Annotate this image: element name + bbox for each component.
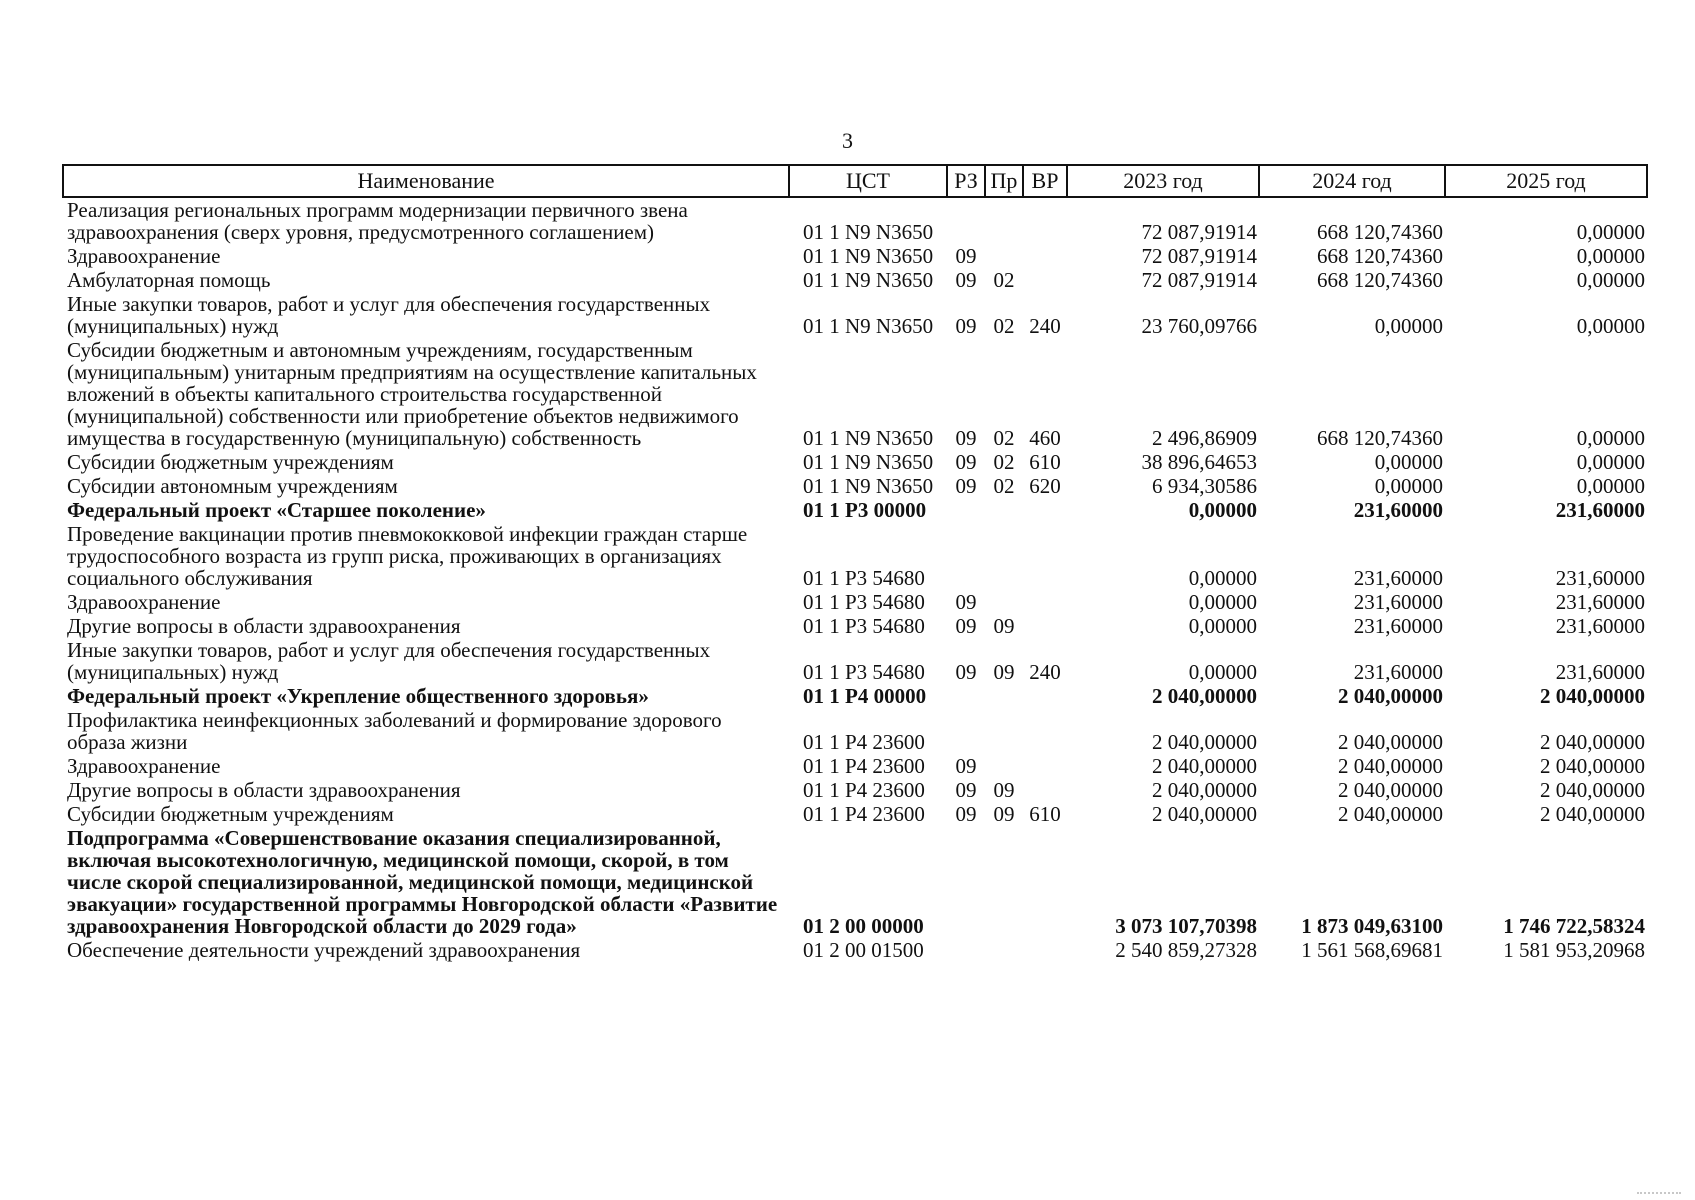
cell-y2023: 2 040,00000: [1152, 684, 1257, 708]
cell-y2025: 2 040,00000: [1540, 778, 1645, 802]
cell-cst: 01 1 P4 23600: [803, 778, 925, 802]
cell-y2023: 0,00000: [1188, 566, 1257, 590]
cell-rz: [947, 938, 985, 962]
cell-rz: 09: [955, 474, 977, 498]
table-body: [63, 197, 1647, 962]
cell-y2024: 2 040,00000: [1338, 754, 1443, 778]
header-2023: 2023 год: [1067, 165, 1259, 197]
cell-rz: 09: [955, 614, 977, 638]
cell-vr: 610: [1029, 802, 1061, 826]
cell-cst: 01 1 N9 N3650: [803, 450, 934, 474]
table-row: [63, 614, 1647, 638]
cell-rz: 09: [955, 314, 977, 338]
cell-vr: [1023, 244, 1067, 268]
cell-cst: 01 1 P4 00000: [803, 684, 927, 708]
cell-y2024: 2 040,00000: [1338, 730, 1443, 754]
table-row: [63, 778, 1647, 802]
scan-mark: [1637, 1192, 1681, 1194]
cell-y2025: 1 746 722,58324: [1503, 914, 1645, 938]
cell-pr: 02: [993, 450, 1015, 474]
cell-y2025: 1 581 953,20968: [1503, 938, 1645, 962]
table-row: [63, 244, 1647, 268]
cell-name: Профилактика неинфекционных заболеваний и формирование здорового образа жизни: [67, 708, 722, 754]
cell-cst: 01 2 00 01500: [803, 938, 924, 962]
cell-y2025: 2 040,00000: [1540, 730, 1645, 754]
table-row: [63, 638, 1647, 684]
cell-y2023: 0,00000: [1188, 590, 1257, 614]
cell-y2025: 231,60000: [1555, 566, 1645, 590]
cell-rz: [947, 522, 985, 590]
cell-vr: [1023, 590, 1067, 614]
cell-rz: [947, 826, 985, 938]
cell-pr: 09: [993, 802, 1015, 826]
cell-y2023: 72 087,91914: [1141, 268, 1257, 292]
cell-cst: 01 1 N9 N3650: [803, 244, 934, 268]
cell-pr: [985, 590, 1023, 614]
table-row: [63, 338, 1647, 450]
cell-y2024: 668 120,74360: [1317, 244, 1443, 268]
cell-rz: 09: [955, 268, 977, 292]
cell-y2025: 0,00000: [1576, 220, 1645, 244]
cell-pr: [985, 522, 1023, 590]
cell-vr: [1023, 708, 1067, 754]
cell-pr: [985, 754, 1023, 778]
cell-name: Иные закупки товаров, работ и услуг для обеспечения государственных (муниципальных) нужд: [67, 638, 711, 684]
table-row: [63, 754, 1647, 778]
cell-pr: [985, 938, 1023, 962]
cell-pr: 09: [993, 660, 1015, 684]
cell-pr: [985, 498, 1023, 522]
cell-rz: [947, 197, 985, 244]
cell-vr: 620: [1029, 474, 1061, 498]
cell-y2025: 0,00000: [1576, 426, 1645, 450]
cell-cst: 01 1 P3 54680: [803, 660, 925, 684]
cell-y2024: 231,60000: [1353, 590, 1443, 614]
cell-y2025: 231,60000: [1555, 590, 1645, 614]
cell-y2024: 231,60000: [1353, 498, 1443, 522]
cell-cst: 01 1 N9 N3650: [803, 220, 934, 244]
cell-y2023: 2 040,00000: [1152, 730, 1257, 754]
cell-rz: 09: [955, 754, 977, 778]
cell-vr: [1023, 197, 1067, 244]
cell-y2024: 1 561 568,69681: [1301, 938, 1443, 962]
cell-y2025: 0,00000: [1576, 268, 1645, 292]
cell-y2025: 231,60000: [1555, 498, 1645, 522]
cell-vr: [1023, 522, 1067, 590]
cell-y2025: 2 040,00000: [1540, 684, 1645, 708]
cell-y2023: 6 934,30586: [1152, 474, 1257, 498]
table-row: [63, 197, 1647, 244]
cell-vr: [1023, 778, 1067, 802]
cell-name: Амбулаторная помощь: [67, 268, 271, 292]
cell-y2024: 1 873 049,63100: [1301, 914, 1443, 938]
cell-rz: [947, 498, 985, 522]
cell-vr: [1023, 826, 1067, 938]
cell-y2025: 231,60000: [1555, 660, 1645, 684]
cell-vr: 240: [1029, 314, 1061, 338]
cell-pr: [985, 708, 1023, 754]
header-rz: РЗ: [947, 165, 985, 197]
cell-y2024: 2 040,00000: [1338, 778, 1443, 802]
cell-name: Субсидии бюджетным и автономным учреждениям, государственным (муниципальным) унитарным предприятиям на осуществление капитальных вложений в объекты капитального строительства государственной (муниципальной) собственности или приобретение объектов недвижимого имущества в государственную (муниципальную) собственность: [67, 338, 757, 450]
header-2024: 2024 год: [1259, 165, 1445, 197]
cell-name: Здравоохранение: [67, 244, 221, 268]
cell-y2024: 668 120,74360: [1317, 220, 1443, 244]
cell-name: Здравоохранение: [67, 754, 221, 778]
table-row: [63, 826, 1647, 938]
cell-cst: 01 1 N9 N3650: [803, 314, 934, 338]
cell-name: Субсидии бюджетным учреждениям: [67, 450, 394, 474]
cell-y2023: 2 040,00000: [1152, 754, 1257, 778]
table-row: [63, 938, 1647, 962]
cell-y2023: 2 540 859,27328: [1115, 938, 1257, 962]
cell-rz: 09: [955, 426, 977, 450]
cell-y2024: 0,00000: [1374, 314, 1443, 338]
cell-pr: [985, 197, 1023, 244]
cell-rz: 09: [955, 802, 977, 826]
header-name: Наименование: [63, 165, 789, 197]
cell-y2023: 0,00000: [1188, 614, 1257, 638]
cell-y2023: 2 040,00000: [1152, 802, 1257, 826]
cell-cst: 01 1 P4 23600: [803, 802, 925, 826]
cell-name: Реализация региональных программ модернизации первичного звена здравоохранения (сверх уровня, предусмотренного соглашением): [67, 198, 688, 244]
cell-cst: 01 1 P3 54680: [803, 566, 925, 590]
cell-vr: [1023, 268, 1067, 292]
cell-cst: 01 1 N9 N3650: [803, 426, 934, 450]
cell-vr: 240: [1029, 660, 1061, 684]
cell-pr: 02: [993, 474, 1015, 498]
table-row: [63, 292, 1647, 338]
cell-rz: [947, 684, 985, 708]
cell-cst: 01 1 P3 54680: [803, 590, 925, 614]
cell-name: Обеспечение деятельности учреждений здравоохранения: [67, 938, 581, 962]
table-row: [63, 522, 1647, 590]
cell-y2024: 231,60000: [1353, 614, 1443, 638]
header-cst: ЦСТ: [789, 165, 947, 197]
cell-vr: 610: [1029, 450, 1061, 474]
cell-vr: 460: [1029, 426, 1061, 450]
table-header-row: [63, 165, 1647, 197]
cell-y2025: 2 040,00000: [1540, 754, 1645, 778]
cell-y2024: 668 120,74360: [1317, 268, 1443, 292]
cell-y2023: 2 496,86909: [1152, 426, 1257, 450]
cell-y2023: 2 040,00000: [1152, 778, 1257, 802]
table-row: [63, 590, 1647, 614]
cell-cst: 01 1 P4 23600: [803, 730, 925, 754]
cell-name: Другие вопросы в области здравоохранения: [67, 778, 461, 802]
table-row: [63, 708, 1647, 754]
cell-pr: 09: [993, 778, 1015, 802]
cell-name: Федеральный проект «Укрепление общественного здоровья»: [67, 684, 649, 708]
cell-y2023: 38 896,64653: [1141, 450, 1257, 474]
cell-y2024: 231,60000: [1353, 566, 1443, 590]
cell-y2025: 0,00000: [1576, 450, 1645, 474]
cell-vr: [1023, 614, 1067, 638]
cell-y2025: 0,00000: [1576, 474, 1645, 498]
cell-cst: 01 1 P4 23600: [803, 754, 925, 778]
cell-cst: 01 1 P3 54680: [803, 614, 925, 638]
cell-y2023: 72 087,91914: [1141, 220, 1257, 244]
cell-cst: 01 2 00 00000: [803, 914, 924, 938]
cell-pr: [985, 244, 1023, 268]
cell-y2024: 231,60000: [1353, 660, 1443, 684]
cell-vr: [1023, 938, 1067, 962]
cell-name: Проведение вакцинации против пневмококковой инфекции граждан старше трудоспособного возраста из групп риска, проживающих в организациях социального обслуживания: [67, 522, 748, 590]
cell-y2023: 0,00000: [1188, 498, 1257, 522]
cell-y2024: 668 120,74360: [1317, 426, 1443, 450]
cell-pr: [985, 684, 1023, 708]
table-row: [63, 498, 1647, 522]
cell-pr: 02: [993, 314, 1015, 338]
cell-rz: [947, 708, 985, 754]
cell-y2023: 0,00000: [1188, 660, 1257, 684]
cell-name: Федеральный проект «Старшее поколение»: [67, 498, 486, 522]
table-row: [63, 684, 1647, 708]
cell-y2024: 2 040,00000: [1338, 802, 1443, 826]
cell-cst: 01 1 P3 00000: [803, 498, 927, 522]
cell-rz: 09: [955, 778, 977, 802]
cell-name: Субсидии бюджетным учреждениям: [67, 802, 394, 826]
cell-pr: [985, 826, 1023, 938]
cell-rz: 09: [955, 660, 977, 684]
cell-cst: 01 1 N9 N3650: [803, 268, 934, 292]
cell-y2024: 0,00000: [1374, 450, 1443, 474]
cell-y2023: 72 087,91914: [1141, 244, 1257, 268]
cell-pr: 09: [993, 614, 1015, 638]
header-2025: 2025 год: [1445, 165, 1647, 197]
cell-name: Субсидии автономным учреждениям: [67, 474, 398, 498]
cell-y2025: 0,00000: [1576, 314, 1645, 338]
cell-y2024: 0,00000: [1374, 474, 1443, 498]
cell-y2025: 2 040,00000: [1540, 802, 1645, 826]
cell-vr: [1023, 498, 1067, 522]
cell-name: Другие вопросы в области здравоохранения: [67, 614, 461, 638]
cell-name: Здравоохранение: [67, 590, 221, 614]
cell-rz: 09: [955, 244, 977, 268]
cell-vr: [1023, 684, 1067, 708]
cell-pr: 02: [993, 268, 1015, 292]
cell-y2023: 3 073 107,70398: [1115, 914, 1257, 938]
table-row: [63, 268, 1647, 292]
cell-name: Подпрограмма «Совершенствование оказания специализированной, включая высокотехнологичную, медицинской помощи, скорой, в том числе скорой специализированной, медицинской помощи, медицинской эвакуации» государственной программы Новгородской области «Развитие здравоохранения Новгородской области до 2029 года»: [67, 826, 778, 938]
cell-pr: 02: [993, 426, 1015, 450]
header-vr: ВР: [1023, 165, 1067, 197]
cell-cst: 01 1 N9 N3650: [803, 474, 934, 498]
cell-vr: [1023, 754, 1067, 778]
budget-table: [62, 164, 1648, 962]
cell-rz: 09: [955, 450, 977, 474]
cell-y2025: 0,00000: [1576, 244, 1645, 268]
table-row: [63, 474, 1647, 498]
cell-y2023: 23 760,09766: [1141, 314, 1257, 338]
cell-name: Иные закупки товаров, работ и услуг для обеспечения государственных (муниципальных) нужд: [67, 292, 711, 338]
page-number: 3: [842, 128, 853, 153]
cell-rz: 09: [955, 590, 977, 614]
table-row: [63, 450, 1647, 474]
cell-y2024: 2 040,00000: [1338, 684, 1443, 708]
cell-y2025: 231,60000: [1555, 614, 1645, 638]
header-pr: Пр: [985, 165, 1023, 197]
table-row: [63, 802, 1647, 826]
